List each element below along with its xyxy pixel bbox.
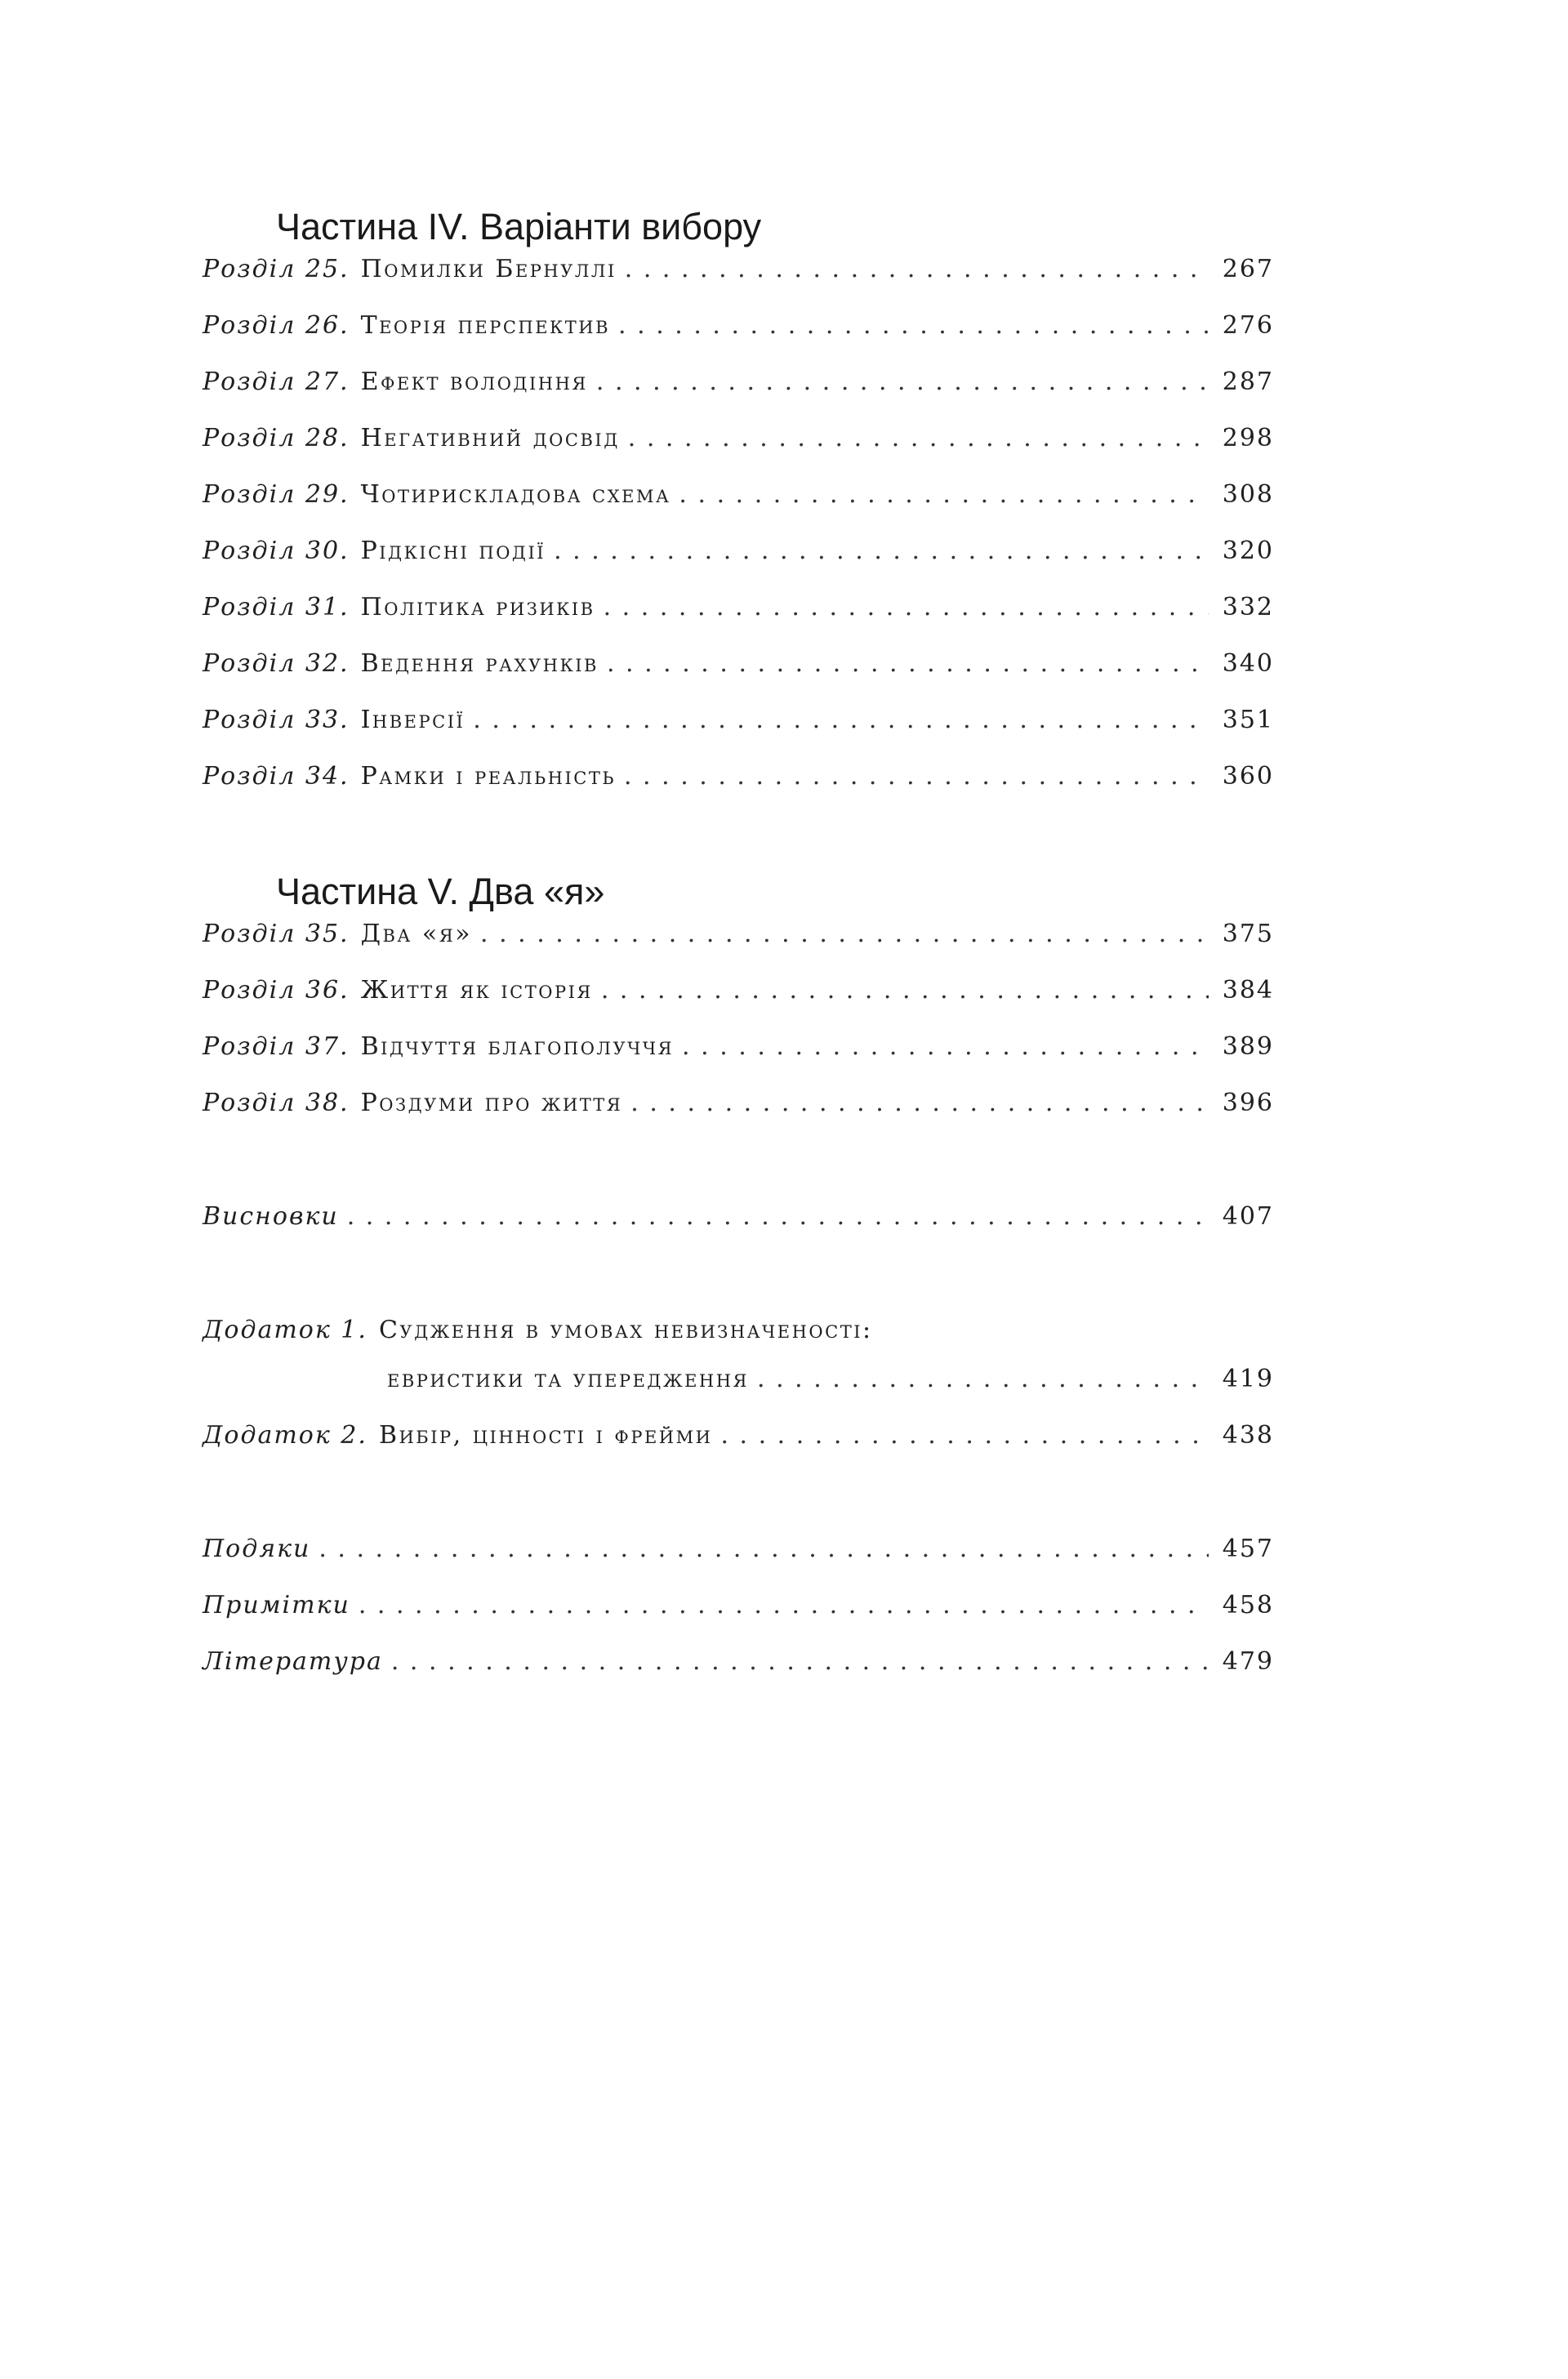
dot-leader bbox=[347, 1202, 1209, 1231]
chapter-number: Розділ 29. bbox=[203, 480, 350, 509]
page-number: 298 bbox=[1222, 424, 1274, 452]
toc-entry bbox=[203, 649, 1274, 706]
part-title: Частина IV. Варіанти вибору bbox=[276, 206, 762, 247]
dot-leader bbox=[720, 1421, 1209, 1450]
page-number: 340 bbox=[1222, 649, 1274, 678]
chapter-title: Негативний досвід bbox=[360, 424, 620, 452]
dot-leader bbox=[601, 976, 1209, 1005]
page-number: 479 bbox=[1222, 1647, 1274, 1676]
page-number: 419 bbox=[1222, 1365, 1274, 1393]
part-section bbox=[203, 204, 1274, 818]
dot-leader bbox=[625, 255, 1209, 283]
page-number: 332 bbox=[1222, 593, 1274, 621]
table-of-contents bbox=[203, 204, 1274, 1704]
appendix-number: Додаток 1. bbox=[203, 1316, 368, 1344]
chapter-number: Розділ 25. bbox=[203, 255, 350, 283]
page-number: 389 bbox=[1222, 1032, 1274, 1061]
toc-entry bbox=[203, 311, 1274, 368]
chapter-title: Життя як історія bbox=[360, 976, 593, 1005]
appendix-title-line2: евристики та упередження bbox=[387, 1365, 750, 1393]
toc-entry bbox=[203, 255, 1274, 311]
toc-entry bbox=[203, 424, 1274, 480]
entry-title: Подяки bbox=[203, 1535, 311, 1563]
dot-leader bbox=[318, 1535, 1209, 1563]
entry-title: Література bbox=[203, 1647, 383, 1676]
page-number: 360 bbox=[1222, 762, 1274, 791]
page-number: 457 bbox=[1222, 1535, 1274, 1563]
dot-leader bbox=[391, 1647, 1209, 1676]
toc-entry bbox=[203, 762, 1274, 818]
chapter-number: Розділ 37. bbox=[203, 1032, 350, 1061]
toc-entry bbox=[203, 1032, 1274, 1089]
dot-leader bbox=[757, 1365, 1209, 1393]
toc-entry bbox=[203, 480, 1274, 537]
toc-entry bbox=[203, 976, 1274, 1032]
page-number: 276 bbox=[1222, 311, 1274, 340]
toc-entry-appendix bbox=[203, 1421, 1274, 1477]
dot-leader bbox=[480, 920, 1209, 948]
page-number: 351 bbox=[1222, 706, 1274, 734]
chapter-title: Відчуття благополуччя bbox=[360, 1032, 675, 1061]
dot-leader bbox=[359, 1591, 1209, 1619]
toc-entry bbox=[203, 368, 1274, 424]
dot-leader bbox=[618, 311, 1209, 340]
dot-leader bbox=[679, 480, 1209, 509]
chapter-title: Політика ризиків bbox=[360, 593, 595, 621]
toc-entry-back-matter bbox=[203, 1535, 1274, 1591]
page-number: 267 bbox=[1222, 255, 1274, 283]
chapter-number: Розділ 33. bbox=[203, 706, 350, 734]
chapter-number: Розділ 36. bbox=[203, 976, 350, 1005]
chapter-number: Розділ 26. bbox=[203, 311, 350, 340]
chapter-title: Два «я» bbox=[360, 920, 473, 948]
chapter-title: Ведення рахунків bbox=[360, 649, 599, 678]
dot-leader bbox=[682, 1032, 1209, 1061]
chapter-number: Розділ 31. bbox=[203, 593, 350, 621]
toc-entry-back-matter bbox=[203, 1591, 1274, 1647]
page-number: 320 bbox=[1222, 537, 1274, 565]
appendix-number: Додаток 2. bbox=[203, 1421, 368, 1450]
toc-entry bbox=[203, 920, 1274, 976]
chapter-number: Розділ 32. bbox=[203, 649, 350, 678]
chapter-number: Розділ 28. bbox=[203, 424, 350, 452]
chapter-number: Розділ 34. bbox=[203, 762, 350, 791]
chapter-title: Чотирискладова схема bbox=[360, 480, 671, 509]
toc-entry-appendix bbox=[203, 1316, 1274, 1421]
chapter-number: Розділ 30. bbox=[203, 537, 350, 565]
toc-entry bbox=[203, 706, 1274, 762]
part-section bbox=[203, 869, 1274, 1145]
page-number: 384 bbox=[1222, 976, 1274, 1005]
dot-leader bbox=[554, 537, 1209, 565]
page-number: 375 bbox=[1222, 920, 1274, 948]
page-number: 458 bbox=[1222, 1591, 1274, 1619]
chapter-title: Рідкісні події bbox=[360, 537, 546, 565]
appendix-title: Вибір, цінності і фрейми bbox=[378, 1421, 713, 1450]
page-number: 396 bbox=[1222, 1089, 1274, 1117]
page-number: 407 bbox=[1222, 1202, 1274, 1231]
dot-leader bbox=[630, 1089, 1209, 1117]
page-number: 438 bbox=[1222, 1421, 1274, 1450]
chapter-title: Теорія перспектив bbox=[360, 311, 611, 340]
page-number: 287 bbox=[1222, 368, 1274, 396]
dot-leader bbox=[596, 368, 1209, 396]
toc-entry-back-matter bbox=[203, 1647, 1274, 1704]
chapter-title: Помилки Бернуллі bbox=[360, 255, 617, 283]
chapter-title: Рамки і реальність bbox=[360, 762, 616, 791]
chapter-title: Роздуми про життя bbox=[360, 1089, 623, 1117]
appendix-title-line1: Судження в умовах невизначеності: bbox=[378, 1316, 873, 1344]
dot-leader bbox=[604, 593, 1209, 621]
part-title: Частина V. Два «я» bbox=[276, 871, 605, 912]
chapter-title: Інверсії bbox=[360, 706, 466, 734]
dot-leader bbox=[473, 706, 1209, 734]
chapter-number: Розділ 35. bbox=[203, 920, 350, 948]
chapter-number: Розділ 38. bbox=[203, 1089, 350, 1117]
toc-entry bbox=[203, 1089, 1274, 1145]
entry-title: Висновки bbox=[203, 1202, 339, 1231]
entry-title: Примітки bbox=[203, 1591, 350, 1619]
toc-entry bbox=[203, 593, 1274, 649]
page-number: 308 bbox=[1222, 480, 1274, 509]
toc-entry-conclusions bbox=[203, 1202, 1274, 1259]
dot-leader bbox=[624, 762, 1209, 791]
chapter-title: Ефект володіння bbox=[360, 368, 588, 396]
dot-leader bbox=[607, 649, 1209, 678]
chapter-number: Розділ 27. bbox=[203, 368, 350, 396]
dot-leader bbox=[628, 424, 1209, 452]
toc-entry bbox=[203, 537, 1274, 593]
